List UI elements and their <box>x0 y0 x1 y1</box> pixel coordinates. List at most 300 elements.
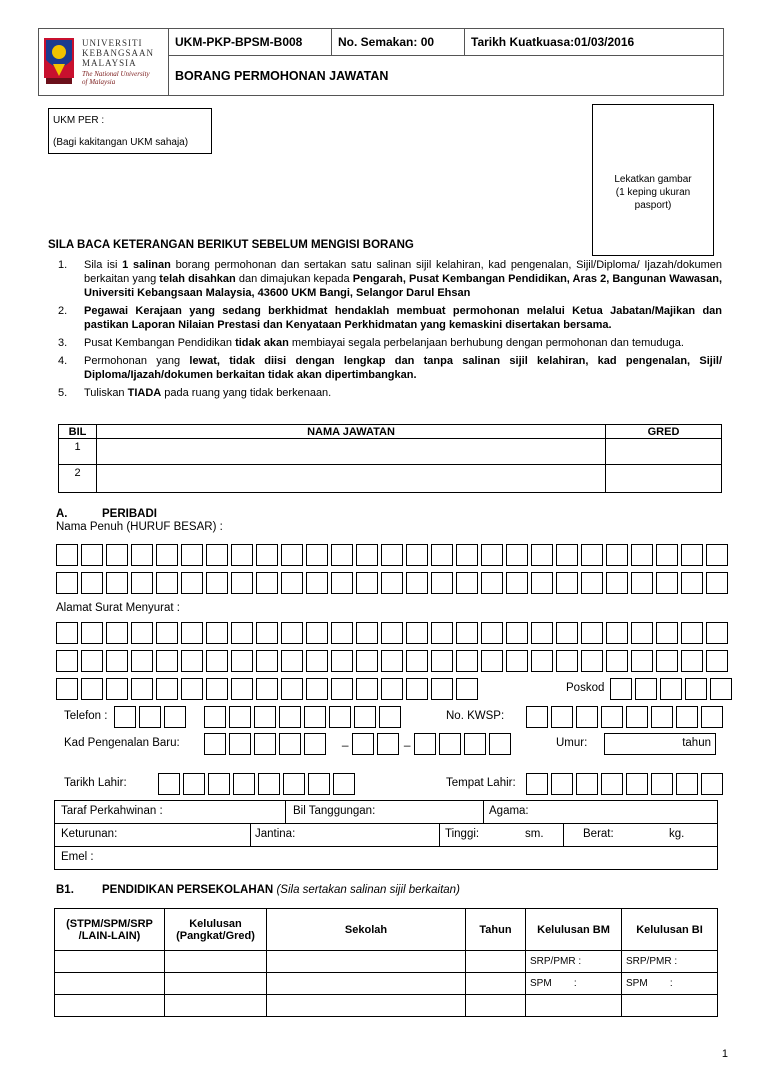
page-number: 1 <box>721 1048 728 1060</box>
char-box[interactable] <box>431 544 453 566</box>
age-unit: tahun <box>682 737 711 749</box>
instruction-text: lewat, tidak diisi dengan lengkap dan tanpa salinan sijil kelahiran, kad pengenalan, Sijil/ Diploma/Ijazah/dokumen berkaitan tidak akan dipertimbangkan. <box>84 355 723 381</box>
photo-instruction-2: (1 keping ukuran <box>615 187 691 198</box>
char-box[interactable] <box>333 773 355 795</box>
char-box[interactable] <box>406 622 428 644</box>
instruction-text: Pegawai Kerajaan yang sedang berkhidmat hendaklah membuat permohonan melalui Ketua Jabatan/Majikan dan pastikan Laporan Nilaian Prestasi dan Kenyataan Perkhidmatan yang kemaskini disertakan bersama. <box>84 305 722 331</box>
char-box[interactable] <box>106 650 128 672</box>
job-col-grade: GRED <box>606 425 722 439</box>
instruction-text: dan dimajukan kepada <box>235 273 353 285</box>
logo-line-1: UNIVERSITI <box>82 38 143 48</box>
char-box[interactable] <box>229 733 251 755</box>
instruction-text: Pengarah, Pusat Kembangan Pendidikan, Aras 2, Bangunan Wawasan, Universiti Kebangsaan Malaysia, 43600 UKM Bangi, Selangor Darul Ehsan <box>84 273 723 299</box>
char-box[interactable] <box>131 678 153 700</box>
char-box[interactable] <box>431 622 453 644</box>
char-box[interactable] <box>631 622 653 644</box>
address-boxes-row-2[interactable] <box>56 650 731 672</box>
kwsp-label: No. KWSP: <box>446 710 505 722</box>
logo-line-2: KEBANGSAAN <box>82 48 155 58</box>
section-b1-num: B1. <box>56 884 74 896</box>
char-box[interactable] <box>656 650 678 672</box>
char-box[interactable] <box>377 733 399 755</box>
char-box[interactable] <box>701 773 723 795</box>
char-box[interactable] <box>256 544 278 566</box>
ukmper-note: (Bagi kakitangan UKM sahaja) <box>53 137 189 148</box>
char-box[interactable] <box>256 622 278 644</box>
edu-row-2-result[interactable] <box>165 973 267 995</box>
char-box[interactable] <box>131 650 153 672</box>
job-table <box>58 424 722 493</box>
char-box[interactable] <box>56 678 78 700</box>
char-box[interactable] <box>706 622 728 644</box>
char-box[interactable] <box>581 572 603 594</box>
char-box[interactable] <box>156 650 178 672</box>
instruction-text: tidak akan <box>235 337 289 349</box>
age-label: Umur: <box>556 737 588 749</box>
instruction-item <box>50 258 722 300</box>
char-box[interactable] <box>706 650 728 672</box>
char-box[interactable] <box>381 650 403 672</box>
char-box[interactable] <box>231 544 253 566</box>
char-box[interactable] <box>356 622 378 644</box>
char-box[interactable] <box>701 706 723 728</box>
char-box[interactable] <box>506 622 528 644</box>
char-box[interactable] <box>229 706 251 728</box>
instruction-text: telah disahkan <box>159 273 236 285</box>
full-name-label: Nama Penuh (HURUF BESAR) : <box>56 521 223 533</box>
postcode-label: Poskod <box>566 682 605 694</box>
char-box[interactable] <box>56 650 78 672</box>
char-box[interactable] <box>156 572 178 594</box>
char-box[interactable] <box>685 678 707 700</box>
char-box[interactable] <box>281 544 303 566</box>
edu-row-3-year[interactable] <box>466 995 526 1017</box>
dob-boxes[interactable] <box>158 773 358 795</box>
char-box[interactable] <box>331 622 353 644</box>
char-box[interactable] <box>456 572 478 594</box>
photo-instruction-3: pasport) <box>634 200 672 211</box>
char-box[interactable] <box>56 544 78 566</box>
char-box[interactable] <box>706 572 728 594</box>
height-label[interactable]: Tinggi: <box>445 828 480 840</box>
char-box[interactable] <box>354 706 376 728</box>
instruction-number: 3. <box>58 337 68 349</box>
char-box[interactable] <box>706 544 728 566</box>
instruction-text: Sila isi <box>84 259 123 271</box>
race-label[interactable]: Keturunan: <box>61 828 118 840</box>
edu-col-level: (STPM/SPM/SRP /LAIN-LAIN) <box>55 909 165 951</box>
ukmper-box[interactable] <box>48 108 212 154</box>
char-box[interactable] <box>531 650 553 672</box>
char-box[interactable] <box>606 622 628 644</box>
char-box[interactable] <box>308 773 330 795</box>
char-box[interactable] <box>526 773 548 795</box>
instruction-text: Tuliskan <box>84 387 128 399</box>
char-box[interactable] <box>281 622 303 644</box>
char-box[interactable] <box>208 773 230 795</box>
char-box[interactable] <box>279 706 301 728</box>
char-box[interactable] <box>183 773 205 795</box>
char-box[interactable] <box>431 650 453 672</box>
char-box[interactable] <box>656 544 678 566</box>
dependents-label[interactable]: Bil Tanggungan: <box>293 805 376 817</box>
char-box[interactable] <box>531 572 553 594</box>
instruction-text: Pusat Kembangan Pendidikan <box>84 337 236 349</box>
pob-boxes[interactable] <box>526 773 726 795</box>
char-box[interactable] <box>651 773 673 795</box>
char-box[interactable] <box>581 544 603 566</box>
char-box[interactable] <box>456 622 478 644</box>
char-box[interactable] <box>329 706 351 728</box>
instruction-item <box>50 354 722 382</box>
instruction-number: 5. <box>58 387 68 399</box>
char-box[interactable] <box>681 544 703 566</box>
email-label[interactable]: Emel : <box>61 851 94 863</box>
char-box[interactable] <box>681 650 703 672</box>
char-box[interactable] <box>256 650 278 672</box>
ic-separator-2: _ <box>404 735 411 747</box>
ic-boxes-part-3[interactable] <box>414 733 514 755</box>
job-row-2-name[interactable] <box>97 465 606 493</box>
form-title: BORANG PERMOHONAN JAWATAN <box>168 55 724 96</box>
section-a-num: A. <box>56 508 68 520</box>
address-boxes-row-1[interactable] <box>56 622 731 644</box>
char-box[interactable] <box>556 544 578 566</box>
char-box[interactable] <box>356 572 378 594</box>
char-box[interactable] <box>258 773 280 795</box>
edu-row-1-school[interactable] <box>267 951 466 973</box>
edu-col-result: Kelulusan (Pangkat/Gred) <box>165 909 267 951</box>
char-box[interactable] <box>481 572 503 594</box>
char-box[interactable] <box>231 572 253 594</box>
char-box[interactable] <box>681 622 703 644</box>
char-box[interactable] <box>481 650 503 672</box>
char-box[interactable] <box>204 733 226 755</box>
char-box[interactable] <box>414 733 436 755</box>
char-box[interactable] <box>506 572 528 594</box>
instruction-number: 2. <box>58 305 68 317</box>
age-field[interactable] <box>604 733 716 755</box>
photo-box[interactable] <box>592 104 714 256</box>
char-box[interactable] <box>331 650 353 672</box>
edu-row-2-school[interactable] <box>267 973 466 995</box>
char-box[interactable] <box>352 733 374 755</box>
char-box[interactable] <box>626 773 648 795</box>
char-box[interactable] <box>676 706 698 728</box>
char-box[interactable] <box>626 706 648 728</box>
char-box[interactable] <box>406 544 428 566</box>
char-box[interactable] <box>106 622 128 644</box>
char-box[interactable] <box>106 678 128 700</box>
char-box[interactable] <box>710 678 732 700</box>
char-box[interactable] <box>131 572 153 594</box>
logo-tagline-2: of Malaysia <box>82 78 116 86</box>
ic-label: Kad Pengenalan Baru: <box>64 737 180 749</box>
address-boxes-row-3[interactable] <box>56 678 481 700</box>
char-box[interactable] <box>456 544 478 566</box>
char-box[interactable] <box>606 572 628 594</box>
ukmper-label: UKM PER : <box>53 115 105 126</box>
char-box[interactable] <box>681 572 703 594</box>
char-box[interactable] <box>181 572 203 594</box>
char-box[interactable] <box>406 678 428 700</box>
job-row-2-num: 2 <box>59 465 97 493</box>
full-name-boxes-row-1[interactable] <box>56 544 731 566</box>
char-box[interactable] <box>279 733 301 755</box>
instruction-text: TIADA <box>127 387 162 399</box>
char-box[interactable] <box>106 572 128 594</box>
char-box[interactable] <box>131 544 153 566</box>
char-box[interactable] <box>556 622 578 644</box>
char-box[interactable] <box>256 678 278 700</box>
char-box[interactable] <box>156 678 178 700</box>
char-box[interactable] <box>656 572 678 594</box>
char-box[interactable] <box>181 650 203 672</box>
doc-code: UKM-PKP-BPSM-B008 <box>168 28 332 56</box>
personal-details-grid <box>54 800 718 870</box>
char-box[interactable] <box>81 622 103 644</box>
full-name-boxes-row-2[interactable] <box>56 572 731 594</box>
char-box[interactable] <box>131 622 153 644</box>
section-a-title: PERIBADI <box>102 508 157 520</box>
char-box[interactable] <box>231 650 253 672</box>
edu-row-3-bi[interactable] <box>622 995 718 1017</box>
char-box[interactable] <box>379 706 401 728</box>
char-box[interactable] <box>601 773 623 795</box>
address-label: Alamat Surat Menyurat : <box>56 602 180 614</box>
photo-instruction-1: Lekatkan gambar <box>614 174 692 185</box>
char-box[interactable] <box>506 544 528 566</box>
instruction-number: 1. <box>58 259 68 271</box>
char-box[interactable] <box>306 622 328 644</box>
kwsp-boxes[interactable] <box>526 706 726 728</box>
char-box[interactable] <box>204 706 226 728</box>
phone-label: Telefon : <box>64 710 108 722</box>
instruction-text: borang permohonan dan sertakan satu salinan sijil kelahiran, kad pengenalan, Sijil/Diploma/ Ijazah/dokumen berkaitan yang <box>84 259 723 285</box>
logo-line-3: MALAYSIA <box>82 58 137 68</box>
char-box[interactable] <box>283 773 305 795</box>
char-box[interactable] <box>526 706 548 728</box>
phone-prefix-boxes[interactable] <box>114 706 189 728</box>
char-box[interactable] <box>56 572 78 594</box>
edu-row-1-bi[interactable]: SRP/PMR : <box>622 951 718 973</box>
edu-row-3-level[interactable] <box>55 995 165 1017</box>
edu-row-1-year[interactable] <box>466 951 526 973</box>
height-unit: sm. <box>525 828 544 840</box>
char-box[interactable] <box>306 572 328 594</box>
instruction-text: Permohonan yang <box>84 355 190 367</box>
ic-boxes-part-2[interactable] <box>352 733 402 755</box>
char-box[interactable] <box>631 572 653 594</box>
char-box[interactable] <box>206 544 228 566</box>
instructions-title: SILA BACA KETERANGAN BERIKUT SEBELUM MENGISI BORANG <box>48 239 414 251</box>
char-box[interactable] <box>581 650 603 672</box>
gender-label[interactable]: Jantina: <box>255 828 296 840</box>
instruction-item <box>50 386 722 400</box>
char-box[interactable] <box>81 650 103 672</box>
logo-tagline-1: The National University <box>82 70 150 78</box>
char-box[interactable] <box>306 678 328 700</box>
char-box[interactable] <box>506 650 528 672</box>
char-box[interactable] <box>281 678 303 700</box>
instruction-item <box>50 336 722 350</box>
char-box[interactable] <box>439 733 461 755</box>
char-box[interactable] <box>356 544 378 566</box>
char-box[interactable] <box>631 544 653 566</box>
ic-separator-1: _ <box>342 735 349 747</box>
char-box[interactable] <box>576 706 598 728</box>
edu-row-3-bm[interactable] <box>526 995 622 1017</box>
job-col-bil: BIL <box>59 425 97 439</box>
char-box[interactable] <box>406 572 428 594</box>
weight-label[interactable]: Berat: <box>583 828 614 840</box>
char-box[interactable] <box>331 678 353 700</box>
char-box[interactable] <box>556 650 578 672</box>
edu-row-3-result[interactable] <box>165 995 267 1017</box>
char-box[interactable] <box>233 773 255 795</box>
char-box[interactable] <box>256 572 278 594</box>
char-box[interactable] <box>56 622 78 644</box>
pob-label: Tempat Lahir: <box>446 777 516 789</box>
dob-label: Tarikh Lahir: <box>64 777 127 789</box>
char-box[interactable] <box>489 733 511 755</box>
char-box[interactable] <box>406 650 428 672</box>
char-box[interactable] <box>606 544 628 566</box>
edu-col-year: Tahun <box>466 909 526 951</box>
char-box[interactable] <box>610 678 632 700</box>
char-box[interactable] <box>156 622 178 644</box>
edu-row-2-bm[interactable]: SPM : <box>526 973 622 995</box>
char-box[interactable] <box>304 733 326 755</box>
char-box[interactable] <box>356 678 378 700</box>
instruction-item <box>50 304 722 332</box>
char-box[interactable] <box>381 544 403 566</box>
marital-status-label[interactable]: Taraf Perkahwinan : <box>61 805 163 817</box>
char-box[interactable] <box>676 773 698 795</box>
job-row-1-grade[interactable] <box>606 439 722 465</box>
char-box[interactable] <box>551 706 573 728</box>
char-box[interactable] <box>181 622 203 644</box>
char-box[interactable] <box>139 706 161 728</box>
char-box[interactable] <box>206 572 228 594</box>
char-box[interactable] <box>631 650 653 672</box>
char-box[interactable] <box>106 544 128 566</box>
edu-col-bm: Kelulusan BM <box>526 909 622 951</box>
char-box[interactable] <box>651 706 673 728</box>
char-box[interactable] <box>606 650 628 672</box>
char-box[interactable] <box>206 678 228 700</box>
job-row-1-name[interactable] <box>97 439 606 465</box>
char-box[interactable] <box>81 572 103 594</box>
edu-row-2-level[interactable] <box>55 973 165 995</box>
section-b1-note: (Sila sertakan salinan sijil berkaitan) <box>276 884 460 896</box>
char-box[interactable] <box>158 773 180 795</box>
char-box[interactable] <box>656 622 678 644</box>
char-box[interactable] <box>231 678 253 700</box>
char-box[interactable] <box>381 572 403 594</box>
char-box[interactable] <box>576 773 598 795</box>
char-box[interactable] <box>531 622 553 644</box>
char-box[interactable] <box>304 706 326 728</box>
char-box[interactable] <box>331 572 353 594</box>
char-box[interactable] <box>156 544 178 566</box>
instruction-text: pada ruang yang tidak berkenaan. <box>161 387 332 399</box>
char-box[interactable] <box>281 572 303 594</box>
job-row-2-grade[interactable] <box>606 465 722 493</box>
char-box[interactable] <box>331 544 353 566</box>
education-table <box>54 908 718 1017</box>
edu-row-2-year[interactable] <box>466 973 526 995</box>
edu-col-school: Sekolah <box>267 909 466 951</box>
char-box[interactable] <box>464 733 486 755</box>
job-row-1-num: 1 <box>59 439 97 465</box>
char-box[interactable] <box>551 773 573 795</box>
char-box[interactable] <box>381 622 403 644</box>
char-box[interactable] <box>481 622 503 644</box>
edu-row-2-bi[interactable]: SPM : <box>622 973 718 995</box>
char-box[interactable] <box>531 544 553 566</box>
instruction-text: 1 salinan <box>122 259 171 271</box>
char-box[interactable] <box>306 544 328 566</box>
char-box[interactable] <box>254 706 276 728</box>
char-box[interactable] <box>635 678 657 700</box>
char-box[interactable] <box>431 678 453 700</box>
char-box[interactable] <box>281 650 303 672</box>
religion-label[interactable]: Agama: <box>489 805 529 817</box>
ic-boxes-part-1[interactable] <box>204 733 329 755</box>
edu-row-1-result[interactable] <box>165 951 267 973</box>
effective-date: Tarikh Kuatkuasa:01/03/2016 <box>464 28 724 56</box>
char-box[interactable] <box>164 706 186 728</box>
char-box[interactable] <box>114 706 136 728</box>
char-box[interactable] <box>431 572 453 594</box>
char-box[interactable] <box>556 572 578 594</box>
university-logo <box>42 34 164 90</box>
char-box[interactable] <box>181 678 203 700</box>
char-box[interactable] <box>356 650 378 672</box>
postcode-boxes[interactable] <box>610 678 735 700</box>
char-box[interactable] <box>206 622 228 644</box>
char-box[interactable] <box>206 650 228 672</box>
job-col-name: NAMA JAWATAN <box>97 425 606 439</box>
char-box[interactable] <box>231 622 253 644</box>
section-b1-heading <box>56 884 460 896</box>
char-box[interactable] <box>254 733 276 755</box>
char-box[interactable] <box>660 678 682 700</box>
instruction-text: membiayai segala perbelanjaan berhubung dengan permohonan dan temuduga. <box>288 337 684 349</box>
char-box[interactable] <box>456 678 478 700</box>
phone-number-boxes[interactable] <box>204 706 404 728</box>
char-box[interactable] <box>81 678 103 700</box>
char-box[interactable] <box>306 650 328 672</box>
char-box[interactable] <box>481 544 503 566</box>
instruction-number: 4. <box>58 355 68 367</box>
char-box[interactable] <box>81 544 103 566</box>
char-box[interactable] <box>381 678 403 700</box>
revision-number: No. Semakan: 00 <box>331 28 465 56</box>
section-b1-title: PENDIDIKAN PERSEKOLAHAN <box>102 884 274 896</box>
char-box[interactable] <box>456 650 478 672</box>
edu-row-1-level[interactable] <box>55 951 165 973</box>
char-box[interactable] <box>601 706 623 728</box>
weight-unit: kg. <box>669 828 685 840</box>
instructions-list <box>50 258 722 404</box>
char-box[interactable] <box>181 544 203 566</box>
edu-row-1-bm[interactable]: SRP/PMR : <box>526 951 622 973</box>
edu-row-3-school[interactable] <box>267 995 466 1017</box>
char-box[interactable] <box>581 622 603 644</box>
edu-col-bi: Kelulusan BI <box>622 909 718 951</box>
